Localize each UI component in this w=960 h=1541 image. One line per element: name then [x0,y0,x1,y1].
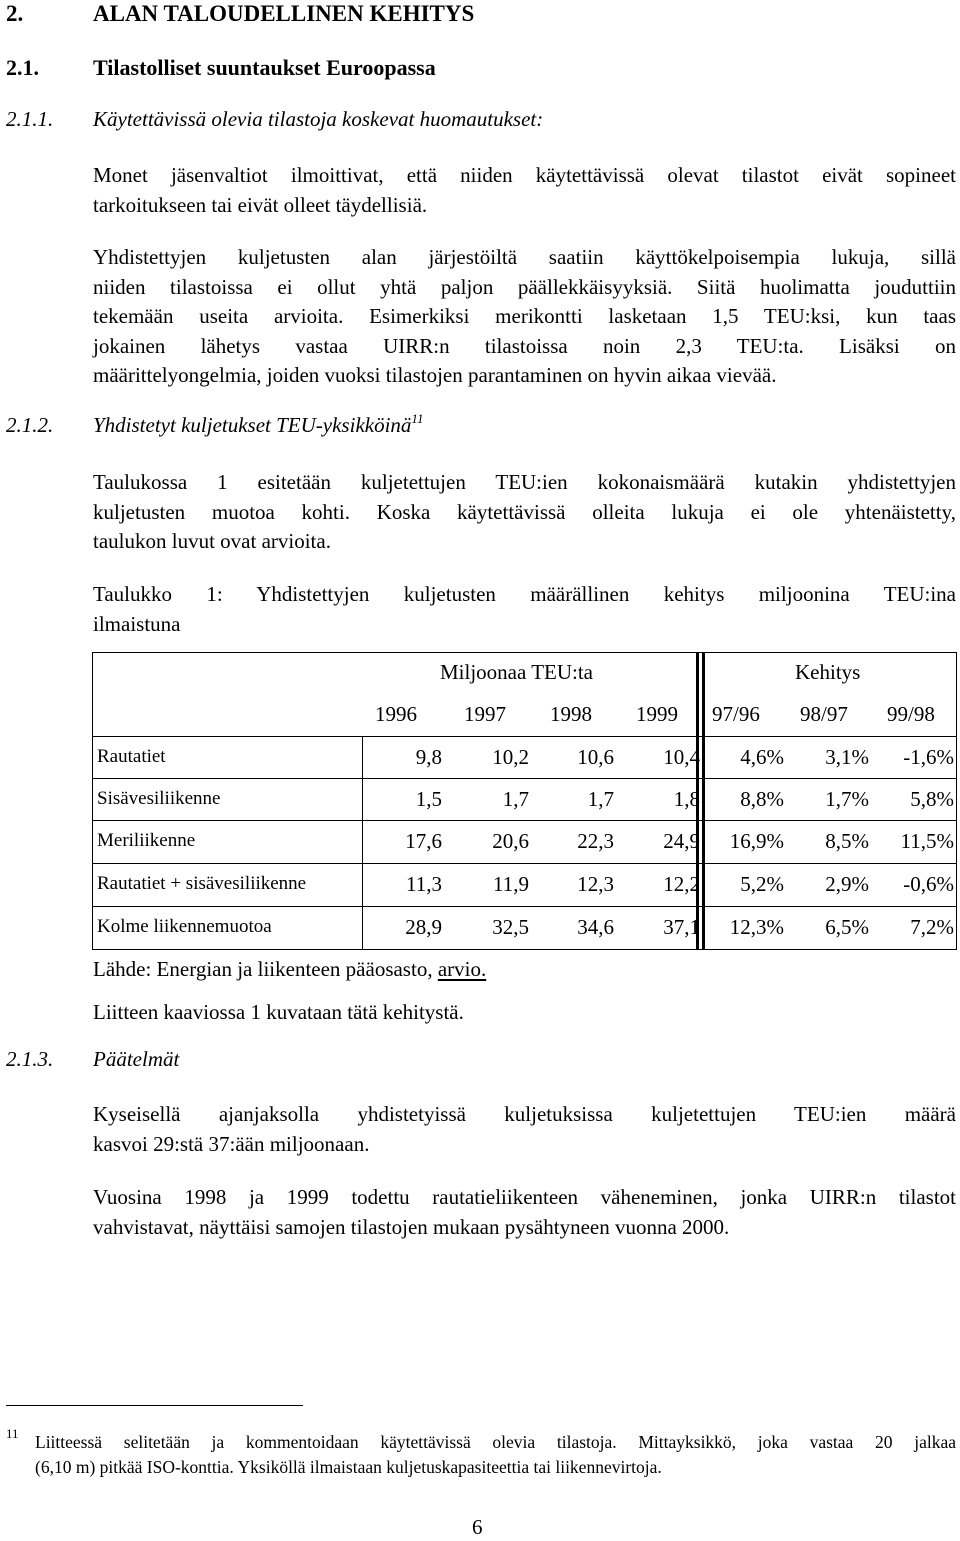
subsubsection-title-teu [93,413,423,438]
source-text: Lähde: Energian ja liikenteen pääosasto, [93,957,438,981]
text-line: niiden tilastoissa ei ollut yhtä paljon päällekkäisyyksiä. Siitä huolimatta jouduttiin [93,274,956,299]
table-cell: 22,3 [577,829,614,853]
subsubsection-number-2-1-1: 2.1.1. [6,107,54,131]
table-cell: 10,4 [663,745,700,769]
table-cell: 4,6% [740,745,784,769]
text-line: taulukon luvut ovat arvioita. [93,529,331,553]
subsubsection-number-2-1-2: 2.1.2. [6,413,54,437]
column-header: 98/97 [800,702,848,726]
table-cell: 12,2 [663,872,700,896]
annex-note: Liitteen kaaviossa 1 kuvataan tätä kehitystä. [93,1000,464,1024]
paragraph-teu-growth [93,1100,956,1159]
section-title: ALAN TALOUDELLINEN KEHITYS [93,1,475,26]
paragraph-rail-decline [93,1183,956,1242]
footnote-marker: 11 [6,1426,19,1441]
table-cell: 37,1 [663,915,700,939]
group-header-million-teu: Miljoonaa TEU:ta [440,660,593,684]
text-line: Kyseisellä ajanjaksolla yhdistetyissä kuljetuksissa kuljetettujen TEU:ien määrä [93,1102,956,1126]
text-line: määrittelyongelmia, joiden vuoksi tilastojen parantaminen on hyvin aikaa vievää. [93,363,777,387]
row-label: Kolme liikennemuotoa [97,916,272,937]
table-cell: 2,9% [825,872,869,896]
table-cell: 1,7 [587,787,614,811]
table-cell: 17,6 [405,829,442,853]
text-line: Taulukko 1: Yhdistettyjen kuljetusten määrällinen kehitys miljoonina TEU:ina [93,582,956,606]
text-line: (6,10 m) pitkää ISO-konttia. Yksiköllä ilmaistaan kuljetuskapasiteettia tai liikennevirtoja. [35,1457,662,1477]
row-label: Rautatiet + sisävesiliikenne [97,873,307,894]
text-line: vahvistavat, näyttäisi samojen tilastojen mukaan pysähtyneen vuonna 2000. [93,1214,730,1239]
row-label: Meriliikenne [97,830,196,851]
table-cell: 16,9% [729,829,784,853]
table-cell: 6,5% [825,915,869,939]
page-number: 6 [472,1515,483,1539]
table-cell: 8,8% [740,787,784,811]
table-cell: 28,9 [405,915,442,939]
subsubsection-title-conclusions: Päätelmät [93,1047,180,1071]
footnote-separator [6,1405,303,1406]
table-cell: 5,8% [910,787,954,811]
text-line: Monet jäsenvaltiot ilmoittivat, että niiden käytettävissä olevat tilastot eivät sopineet [93,163,956,187]
row-label: Rautatiet [97,746,166,767]
table-cell: 24,9 [663,829,700,853]
subsection-number-2-1: 2.1. [6,55,39,80]
table-cell: 34,6 [577,915,614,939]
table-cell: 3,1% [825,745,869,769]
table-cell: 11,3 [406,872,442,896]
section-number-2: 2. [6,1,24,26]
table-source [93,957,486,982]
table-cell: 5,2% [740,872,784,896]
text-line: kasvoi 29:stä 37:ään miljoonaan. [93,1131,370,1156]
text-line: tarkoitukseen tai eivät olleet täydellisiä. [93,192,428,217]
table-cell: 1,5 [415,787,442,811]
subsubsection-number-2-1-3: 2.1.3. [6,1047,54,1071]
subsection-title: Tilastolliset suuntaukset Euroopassa [93,55,436,80]
table-cell: 8,5% [825,829,869,853]
text-line: kuljetusten muotoa kohti. Koska käytettävissä olleita lukuja ei ole yhtenäistetty, [93,499,956,524]
table-cell: 12,3 [577,872,614,896]
table-cell: -0,6% [903,872,954,896]
table-cell: -1,6% [903,745,954,769]
text-line: jokainen lähetys vastaa UIRR:n tilastoissa noin 2,3 TEU:ta. Lisäksi on [93,333,956,358]
column-header: 1996 [375,702,417,726]
table-cell: 7,2% [910,915,954,939]
table-cell: 20,6 [492,829,529,853]
source-estimate: arvio. [437,957,487,981]
footnote-reference: 11 [411,411,424,426]
heading-text: Yhdistetyt kuljetukset TEU-yksikköinä [93,413,412,437]
paragraph-combined-transport-figures [93,243,956,391]
column-header: 97/96 [712,702,760,726]
table-cell: 9,8 [415,745,442,769]
text-line: Vuosina 1998 ja 1999 todettu rautatieliikenteen väheneminen, jonka UIRR:n tilastot [93,1185,956,1209]
subsubsection-title-statistics-notes: Käytettävissä olevia tilastoja koskevat huomautukset: [93,107,544,131]
paragraph-statistics-unsuitable [93,161,956,220]
table-cell: 1,8 [673,787,700,811]
column-header: 1998 [550,702,592,726]
text-line: tekemään useita arvioita. Esimerkiksi merikontti lasketaan 1,5 TEU:ksi, kun taas [93,304,956,328]
table-cell: 11,9 [493,872,529,896]
column-header: 99/98 [887,702,935,726]
group-header-development: Kehitys [795,660,861,684]
table-cell: 32,5 [492,915,529,939]
table-cell: 1,7% [825,787,869,811]
text-line: ilmaistuna [93,611,181,636]
teu-table [92,652,957,950]
table-cell: 12,3% [729,915,784,939]
table-cell: 11,5% [900,829,954,853]
column-header: 1999 [636,702,678,726]
text-line: Taulukossa 1 esitetään kuljetettujen TEU:ien kokonaismäärä kutakin yhdistettyjen [93,470,956,494]
text-line: Liitteessä selitetään ja kommentoidaan käytettävissä olevia tilastoja. Mittayksikkö, joka vastaa 20 jalkaa [35,1432,956,1452]
table-caption [93,580,956,639]
paragraph-table-intro [93,468,956,557]
table-cell: 10,6 [577,745,614,769]
row-label: Sisävesiliikenne [97,788,221,809]
text-line: Yhdistettyjen kuljetusten alan järjestöiltä saatiin käyttökelpoisempia lukuja, sillä [93,245,956,269]
table-cell: 1,7 [502,787,529,811]
table-cell: 10,2 [492,745,529,769]
footnote-text [35,1430,956,1480]
column-header: 1997 [464,702,506,726]
